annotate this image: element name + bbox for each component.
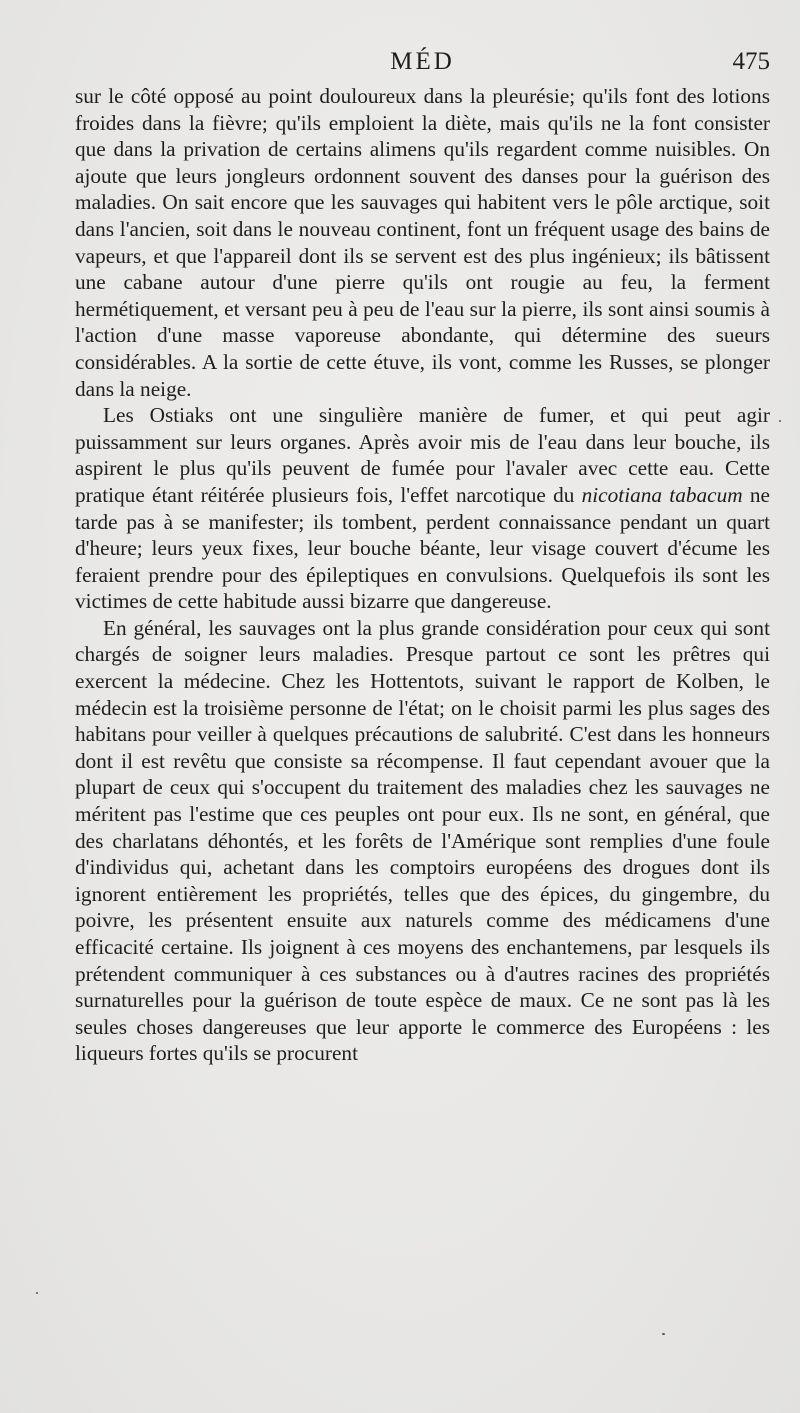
paragraph-3: En général, les sauvages ont la plus grande considération pour ceux qui sont chargés de soigner leurs maladies. Presque partout ce sont les prêtres qui exercent la médecine. Chez les Hottentots, suivant le rapport de Kolben, le médecin est la troisième personne de l'état; on le choisit parmi les plus sages des habitans pour veiller à quelques précautions de salubrité. C'est dans les honneurs dont il est revêtu que consiste sa récompense. Il faut cependant avouer que la plupart de ceux qui s'occupent du traitement des maladies chez les sauvages ne méritent pas l'estime que ces peuples ont pour eux. Ils ne sont, en général, que des charlatans déhontés, et les forêts de l'Amérique sont remplies d'une foule d'individus qui, achetant dans les comptoirs européens des drogues dont ils ignorent entièrement les propriétés, telles que des épices, du gingembre, du poivre, les présentent ensuite aux naturels comme des médicamens d'une efficacité certaine. Ils joignent à ces moyens des enchantemens, par lesquels ils prétendent communiquer à ces substances ou à d'autres racines des propriétés surnaturelles pour la guérison de toute espèce de maux. Ce ne sont pas là les seules choses dangereuses que leur apporte le commerce des Européens : les liqueurs fortes qu'ils se procurent (75, 615, 770, 1066)
paragraph-2-end: ne tarde pas à se manifester; ils tombent, perdent connaissance pendant un quart d'heure; leurs yeux fixes, leur bouche béante, leur visage couvert d'écume les feraient prendre pour des épileptiques en convulsions. Quelquefois ils sont les victimes de cette habitude aussi bizarre que dangereuse. (75, 482, 770, 614)
running-head (75, 48, 770, 84)
page-number: 475 (732, 48, 770, 75)
running-title: MÉD (390, 48, 455, 75)
paragraph-1: sur le côté opposé au point douloureux dans la pleurésie; qu'ils font des lotions froides dans la fièvre; qu'ils emploient la diète, mais qu'ils ne la font consister que dans la privation de certains alimens qu'ils regardent comme nuisibles. On ajoute que leurs jongleurs ordonnent souvent des danses pour la guérison des maladies. On sait encore que les sauvages qui habitent vers le pôle arctique, soit dans l'ancien, soit dans le nouveau continent, font un fréquent usage des bains de vapeurs, et que l'appareil dont ils se servent est des plus ingénieux; ils bâtissent une cabane autour d'une pierre qu'ils ont rougie au feu, la ferment hermétiquement, et versant peu à peu de l'eau sur la pierre, ils sont ainsi soumis à l'action d'une masse vaporeuse abondante, qui détermine des sueurs considérables. A la sortie de cette étuve, ils vont, comme les Russes, se plonger dans la neige. (75, 84, 770, 401)
paragraph-2-start: Les Ostiaks ont une singulière manière de fumer, et qui peut agir puissamment sur leurs organes. Après avoir mis de l'eau dans leur bouche, ils aspirent le plus qu'ils peuvent de fumée pour l'avaler avec cette eau. Cette pratique étant réitérée plusieurs fois, l'effet narcotique du (75, 403, 770, 507)
paragraph-2 (75, 402, 770, 615)
paragraph-2-italic-term: nicotiana tabacum (581, 482, 743, 507)
print-speck (779, 420, 781, 422)
print-speck (36, 1292, 38, 1294)
print-speck (662, 1333, 665, 1335)
body-text (75, 83, 770, 1067)
